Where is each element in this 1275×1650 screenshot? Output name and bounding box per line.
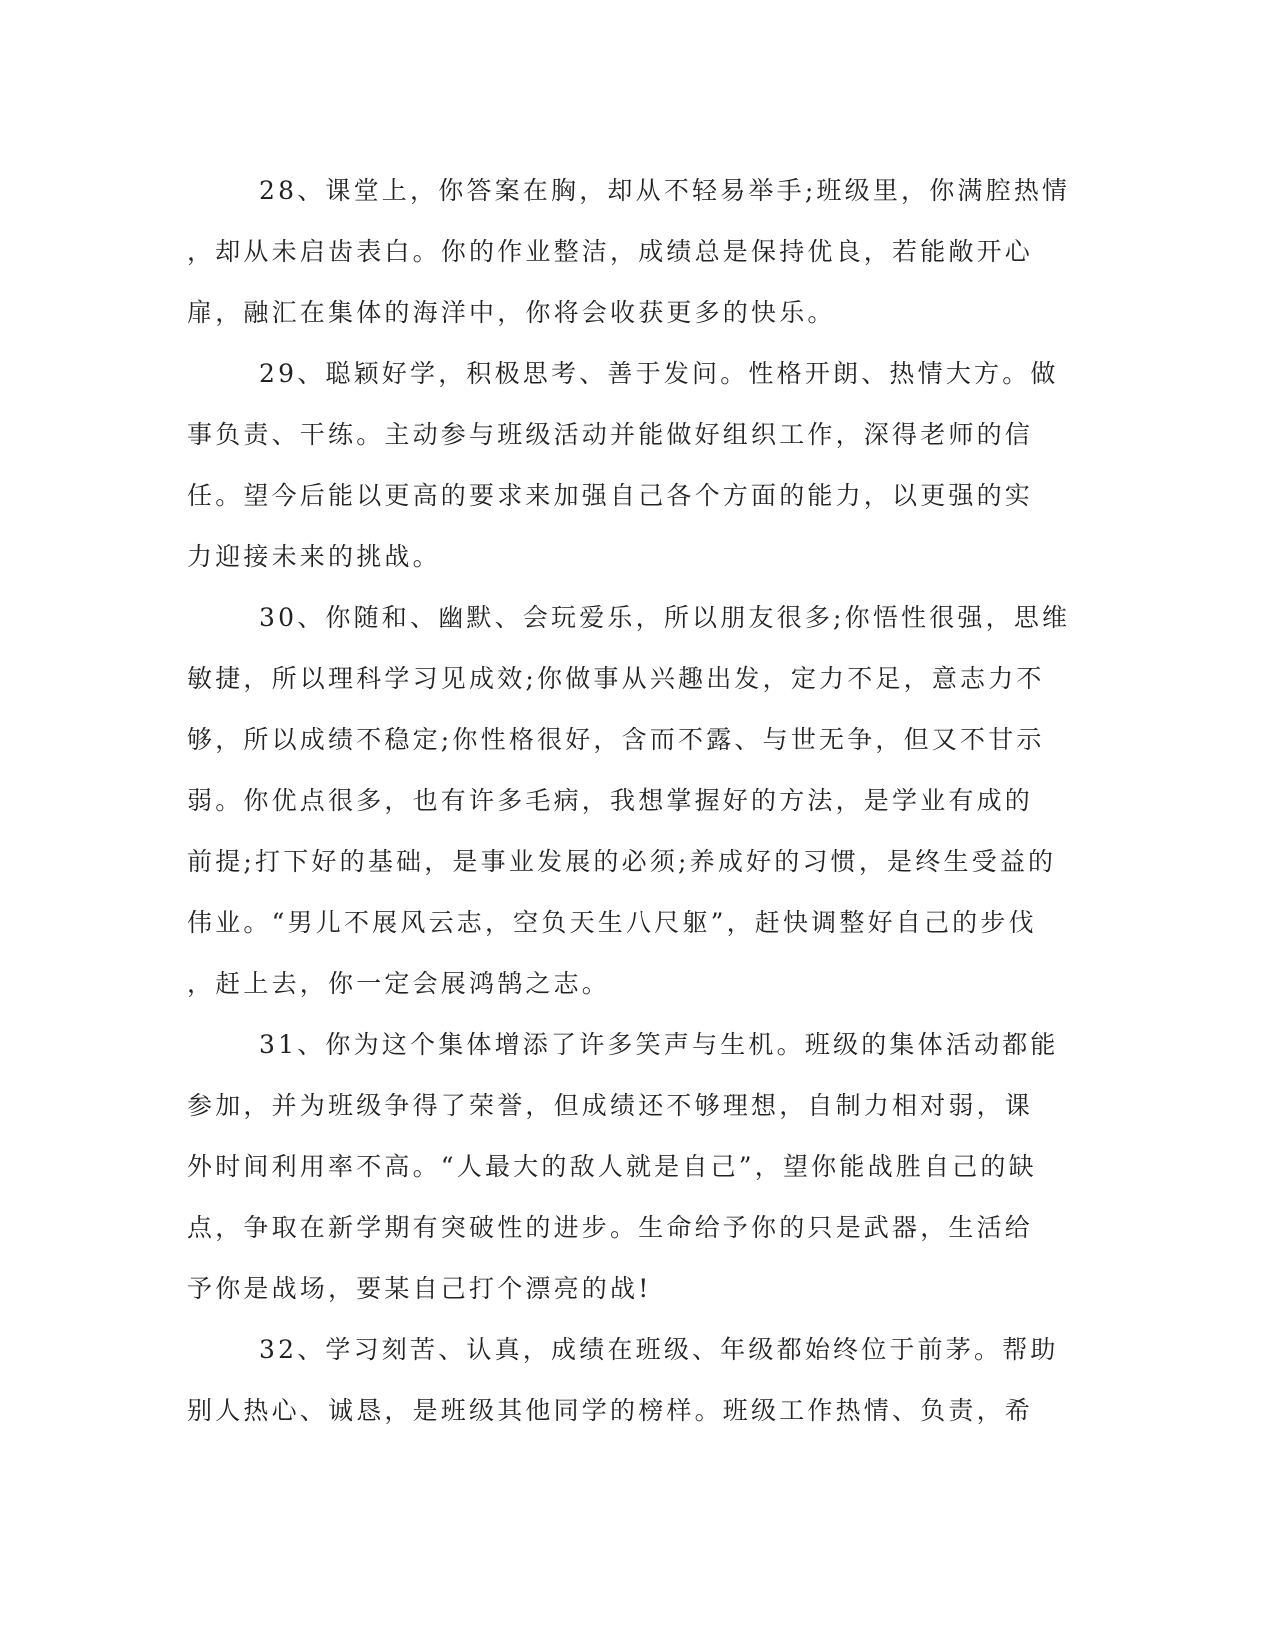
text-line: 伟业。“男儿不展风云志，空负天生八尺躯”，赶快调整好自己的步伐: [187, 908, 1037, 937]
text-line: ，赶上去，你一定会展鸿鹄之志。: [187, 969, 611, 998]
text-line: 予你是战场，要某自己打个漂亮的战!: [187, 1274, 652, 1303]
paragraph-32: [187, 1319, 1087, 1441]
text-line: 29、聪颖好学，积极思考、善于发问。性格开朗、热情大方。做: [259, 359, 1059, 388]
text-line: 参加，并为班级争得了荣誉，但成绩还不够理想，自制力相对弱，课: [187, 1091, 1034, 1120]
text-line: 够，所以成绩不稳定;你性格很好，含而不露、与世无争，但又不甘示: [187, 725, 1045, 754]
text-line: 力迎接未来的挑战。: [187, 542, 441, 571]
text-line: 28、课堂上，你答案在胸，却从不轻易举手;班级里，你满腔热情: [259, 176, 1071, 205]
text-line: 外时间利用率不高。“人最大的敌人就是自己”，望你能战胜自己的缺: [187, 1152, 1037, 1181]
text-line: 前提;打下好的基础，是事业发展的必须;养成好的习惯，是终生受益的: [187, 847, 1057, 876]
paragraph-29: [187, 343, 1087, 587]
text-line: 弱。你优点很多，也有许多毛病，我想掌握好的方法，是学业有成的: [187, 786, 1034, 815]
text-line: 敏捷，所以理科学习见成效;你做事从兴趣出发，定力不足，意志力不: [187, 664, 1045, 693]
text-line: 点，争取在新学期有突破性的进步。生命给予你的只是武器，生活给: [187, 1213, 1034, 1242]
text-line: 别人热心、诚恳，是班级其他同学的榜样。班级工作热情、负责，希: [187, 1396, 1034, 1425]
text-line: 30、你随和、幽默、会玩爱乐，所以朋友很多;你悟性很强，思维: [259, 603, 1071, 632]
text-line: 任。望今后能以更高的要求来加强自己各个方面的能力，以更强的实: [187, 481, 1034, 510]
text-line: ，却从未启齿表白。你的作业整洁，成绩总是保持优良，若能敞开心: [187, 237, 1034, 266]
paragraph-30: [187, 587, 1087, 1014]
paragraph-31: [187, 1014, 1087, 1319]
paragraph-28: [187, 160, 1087, 343]
text-line: 32、学习刻苦、认真，成绩在班级、年级都始终位于前茅。帮助: [259, 1335, 1059, 1364]
text-line: 扉，融汇在集体的海洋中，你将会收获更多的快乐。: [187, 298, 836, 327]
text-line: 事负责、干练。主动参与班级活动并能做好组织工作，深得老师的信: [187, 420, 1034, 449]
document-body: [187, 160, 1087, 1441]
text-line: 31、你为这个集体增添了许多笑声与生机。班级的集体活动都能: [259, 1030, 1059, 1059]
